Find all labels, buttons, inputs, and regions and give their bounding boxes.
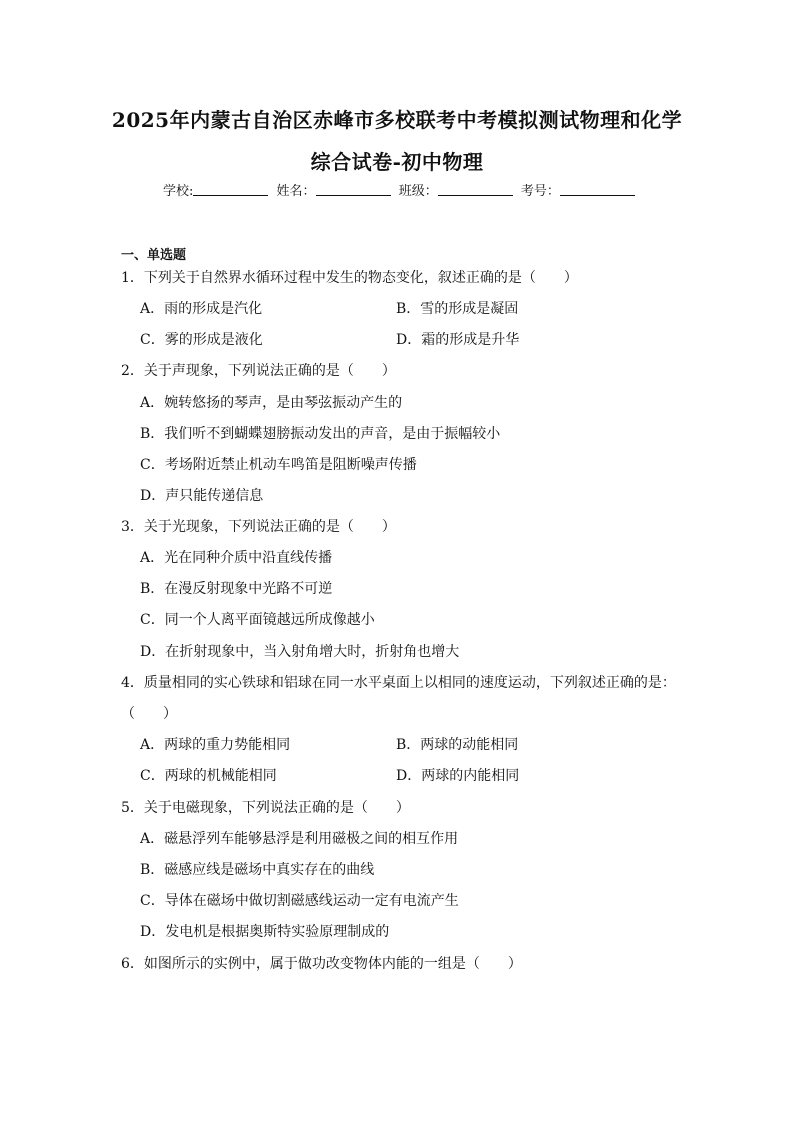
student-info-row <box>163 180 639 199</box>
question-4-stem-continued: （ ） <box>121 706 177 722</box>
question-5-option-a: A．磁悬浮列车能够悬浮是利用磁极之间的相互作用 <box>140 831 459 847</box>
question-2-option-c: C．考场附近禁止机动车鸣笛是阻断噪声传播 <box>140 457 417 473</box>
question-3-option-c: C．同一个人离平面镜越远所成像越小 <box>140 612 375 628</box>
question-2-option-b: B．我们听不到蝴蝶翅膀振动发出的声音，是由于振幅较小 <box>140 426 501 442</box>
question-4-option-a: A．两球的重力势能相同 <box>140 737 291 753</box>
question-3-stem: 3．关于光现象，下列说法正确的是（ ） <box>121 519 396 535</box>
question-2-stem: 2．关于声现象，下列说法正确的是（ ） <box>121 363 396 379</box>
section-title: 一、单选题 <box>121 248 187 263</box>
question-3-option-d: D．在折射现象中，当入射角增大时，折射角也增大 <box>140 644 460 660</box>
question-4-option-c: C．两球的机械能相同 <box>140 768 277 784</box>
question-4-option-d: D．两球的内能相同 <box>396 768 520 784</box>
question-1-option-d: D．霜的形成是升华 <box>396 332 520 348</box>
name-blank <box>316 183 391 196</box>
question-5-stem: 5．关于电磁现象，下列说法正确的是（ ） <box>121 800 410 816</box>
question-4-stem: 4．质量相同的实心铁球和铝球在同一水平桌面上以相同的速度运动，下列叙述正确的是： <box>121 675 676 691</box>
question-1-option-b: B．雪的形成是凝固 <box>396 301 519 317</box>
question-5-option-d: D．发电机是根据奥斯特实验原理制成的 <box>140 924 390 940</box>
exam-title-line1: 2025年内蒙古自治区赤峰市多校联考中考模拟测试物理和化学 <box>111 108 683 132</box>
number-blank <box>560 183 635 196</box>
question-1-option-c: C．雾的形成是液化 <box>140 332 263 348</box>
number-label: 考号： <box>520 184 560 199</box>
question-6-stem: 6．如图所示的实例中，属于做功改变物体内能的一组是（ ） <box>121 956 522 972</box>
school-blank <box>193 183 268 196</box>
class-blank <box>438 183 513 196</box>
question-4-option-b: B．两球的动能相同 <box>396 737 519 753</box>
question-3-option-a: A．光在同种介质中沿直线传播 <box>140 550 333 566</box>
school-label: 学校: <box>163 184 194 199</box>
name-label: 姓名： <box>276 184 316 199</box>
question-3-option-b: B．在漫反射现象中光路不可逆 <box>140 581 333 597</box>
question-5-option-b: B．磁感应线是磁场中真实存在的曲线 <box>140 862 375 878</box>
question-2-option-a: A．婉转悠扬的琴声，是由琴弦振动产生的 <box>140 395 403 411</box>
exam-title-line2: 综合试卷-初中物理 <box>310 150 484 174</box>
class-label: 班级： <box>398 184 438 199</box>
question-5-option-c: C．导体在磁场中做切割磁感线运动一定有电流产生 <box>140 893 459 909</box>
question-2-option-d: D．声只能传递信息 <box>140 488 264 504</box>
question-1-stem: 1．下列关于自然界水循环过程中发生的物态变化，叙述正确的是（ ） <box>121 270 578 286</box>
question-1-option-a: A．雨的形成是汽化 <box>140 301 263 317</box>
